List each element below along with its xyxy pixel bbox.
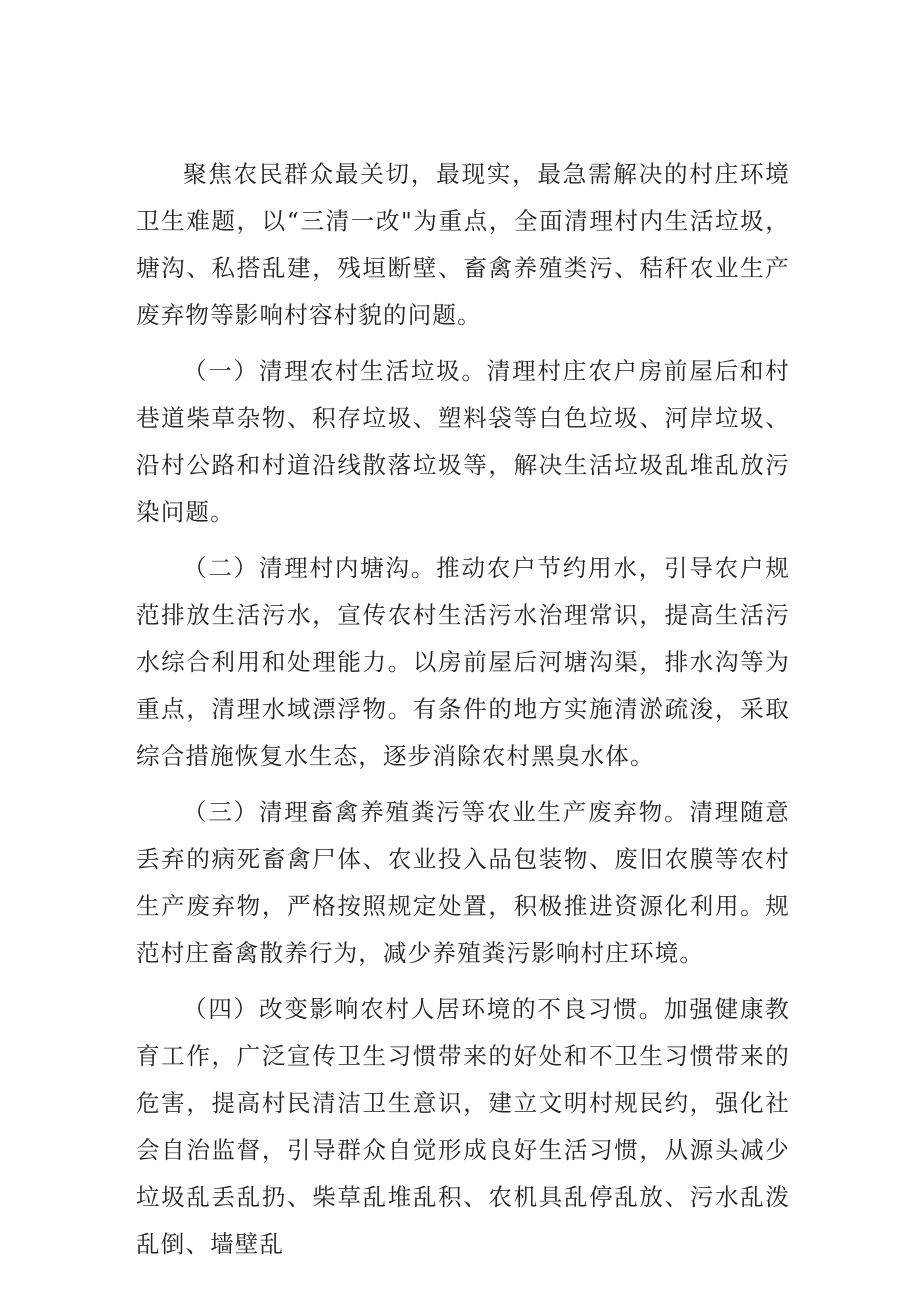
paragraph-intro: 聚焦农民群众最关切，最现实，最急需解决的村庄环境卫生难题，以“三清一改"为重点，全面清理村内生活垃圾，塘沟、私搭乱建，残垣断壁、畜禽养殖类污、秸秆农业生产废弃物等影响村容村貌的问题。 (136, 160, 790, 329)
paragraph-item-1: （一）清理农村生活垃圾。清理村庄农户房前屋后和村巷道柴草杂物、积存垃圾、塑料袋等白色垃圾、河岸垃圾、沿村公路和村道沿线散落垃圾等，解决生活垃圾乱堆乱放污染问题。 (136, 357, 790, 526)
paragraph-item-4: （四）改变影响农村人居环境的不良习惯。加强健康教育工作，广泛宣传卫生习惯带来的好处和不卫生习惯带来的危害，提高村民清洁卫生意识，建立文明村规民约，强化社会自治监督，引导群众自觉形成良好生活习惯，从源头减少垃圾乱丢乱扔、柴草乱堆乱积、农机具乱停乱放、污水乱泼乱倒、墙壁乱 (136, 995, 790, 1258)
paragraph-item-2: （二）清理村内塘沟。推动农户节约用水，引导农户规范排放生活污水，宣传农村生活污水治理常识，提高生活污水综合利用和处理能力。以房前屋后河塘沟渠，排水沟等为重点，清理水域漂浮物。有条件的地方实施清淤疏浚，采取综合措施恢复水生态，逐步消除农村黑臭水体。 (136, 554, 790, 770)
paragraph-item-3: （三）清理畜禽养殖粪污等农业生产废弃物。清理随意丢弃的病死畜禽尸体、农业投入品包装物、废旧农膜等农村生产废弃物，严格按照规定处置，积极推进资源化利用。规范村庄畜禽散养行为，减少养殖粪污影响村庄环境。 (136, 798, 790, 967)
document-body (136, 151, 790, 1277)
